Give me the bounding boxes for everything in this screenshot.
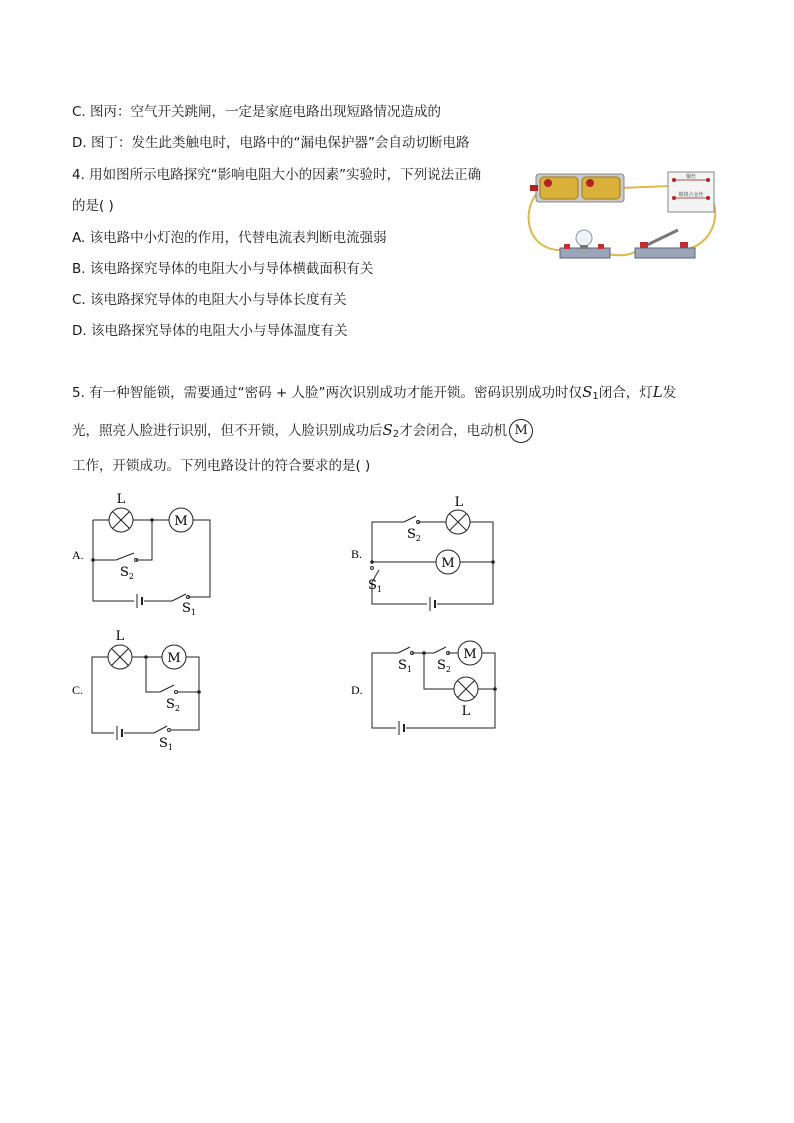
wire	[92, 657, 114, 733]
bulb-icon	[576, 230, 592, 246]
switch-base	[635, 248, 695, 258]
motor-label: M	[463, 647, 477, 662]
switch-contact	[371, 567, 374, 570]
q3-option-c: C. 图丙：空气开关跳闸，一定是家庭电路出现短路情况造成的	[72, 104, 442, 120]
wire	[372, 653, 398, 728]
q5-option-b-circuit[interactable]	[348, 492, 508, 616]
lamp-base	[560, 248, 610, 258]
q4-option-a: A. 该电路中小灯泡的作用，代替电流表判断电流强弱	[72, 230, 387, 246]
lamp-label: L	[116, 492, 126, 507]
junction-dot	[197, 690, 201, 694]
option-a-label: A.	[72, 548, 84, 562]
terminal-icon	[680, 242, 688, 248]
terminal-icon	[598, 244, 604, 249]
switch-s2-blade	[434, 647, 446, 653]
terminal-icon	[706, 178, 710, 182]
copper-wire-label: 铜丝	[685, 174, 697, 180]
switch-s1-label: $S_1$	[398, 658, 412, 674]
switch-s2-label: $S_2$	[407, 527, 421, 543]
lamp-label: L	[115, 629, 125, 644]
option-d-label: D.	[351, 683, 363, 697]
positive-terminal-icon	[544, 179, 552, 187]
switch-contact	[175, 691, 178, 694]
switch-contact	[168, 729, 171, 732]
switch-s2-blade	[404, 516, 416, 522]
junction-dot	[91, 558, 95, 562]
terminal-icon	[672, 196, 676, 200]
terminal-icon	[706, 196, 710, 200]
option-c-label: C.	[72, 683, 84, 697]
switch-s2-label: $S_2$	[437, 658, 451, 674]
q5-stem-line2: 光，照亮人脸进行识别，但不开锁，人脸识别成功后$S_2$才会闭合，电动机 M	[72, 418, 533, 447]
motor-label: M	[174, 514, 188, 529]
wire	[372, 522, 404, 562]
motor-icon: M	[509, 419, 533, 443]
wire	[146, 657, 160, 692]
wire	[136, 520, 152, 560]
junction-dot	[144, 655, 148, 659]
junction-dot	[493, 687, 497, 691]
wire	[620, 186, 670, 188]
switch-s1-blade	[154, 726, 167, 733]
switch-s2-label: $S_2$	[120, 565, 134, 581]
lamp-label: L	[461, 704, 471, 719]
q4-stem-line1: 4. 用如图所示电路探究“影响电阻大小的因素”实验时，下列说法正确	[72, 167, 482, 183]
switch-s1-label: $S_1$	[368, 578, 382, 594]
q4-stem-line2: 的是( )	[72, 198, 114, 214]
q5-option-c-circuit[interactable]	[66, 626, 226, 754]
battery-clip	[530, 185, 538, 191]
lamp-label: L	[454, 495, 464, 510]
q4-apparatus-figure	[520, 168, 720, 264]
junction-dot	[370, 560, 374, 564]
switch-s1-blade	[172, 594, 186, 601]
junction-dot	[491, 560, 495, 564]
junction-dot	[422, 651, 426, 655]
switch-s1-blade	[398, 647, 410, 653]
switch-s2-blade	[116, 553, 134, 560]
q4-option-d: D. 该电路探究导体的电阻大小与导体温度有关	[72, 323, 348, 339]
terminal-icon	[640, 242, 648, 248]
q3-option-d: D. 图丁：发生此类触电时，电路中的“漏电保护器”会自动切断电路	[72, 135, 470, 151]
switch-s1-label: $S_1$	[182, 601, 196, 616]
q5-stem-line1: 5. 有一种智能锁，需要通过“密码 + 人脸”两次识别成功才能开锁。密码识别成功时仅$S_1$闭合，灯L发	[72, 383, 677, 402]
q5-stem-line3: 工作，开锁成功。下列电路设计的符合要求的是( )	[72, 458, 371, 474]
nichrome-wire-label: 镍铬合金丝	[678, 192, 704, 198]
option-b-label: B.	[351, 547, 363, 561]
junction-dot	[150, 518, 154, 522]
bulb-socket	[580, 245, 588, 249]
switch-s2-blade	[160, 685, 174, 692]
q4-option-c: C. 该电路探究导体的电阻大小与导体长度有关	[72, 292, 347, 308]
switch-s1-label: $S_1$	[159, 736, 173, 752]
positive-terminal-icon	[586, 179, 594, 187]
q4-option-b: B. 该电路探究导体的电阻大小与导体横截面积有关	[72, 261, 374, 277]
switch-s2-label: $S_2$	[166, 697, 180, 713]
motor-label: M	[441, 556, 455, 571]
switch-lever	[645, 230, 678, 246]
motor-label: M	[167, 651, 181, 666]
q5-option-d-circuit[interactable]	[348, 634, 508, 744]
wire	[188, 520, 210, 597]
terminal-icon	[564, 244, 570, 249]
terminal-icon	[672, 178, 676, 182]
q5-option-a-circuit[interactable]	[66, 488, 226, 616]
